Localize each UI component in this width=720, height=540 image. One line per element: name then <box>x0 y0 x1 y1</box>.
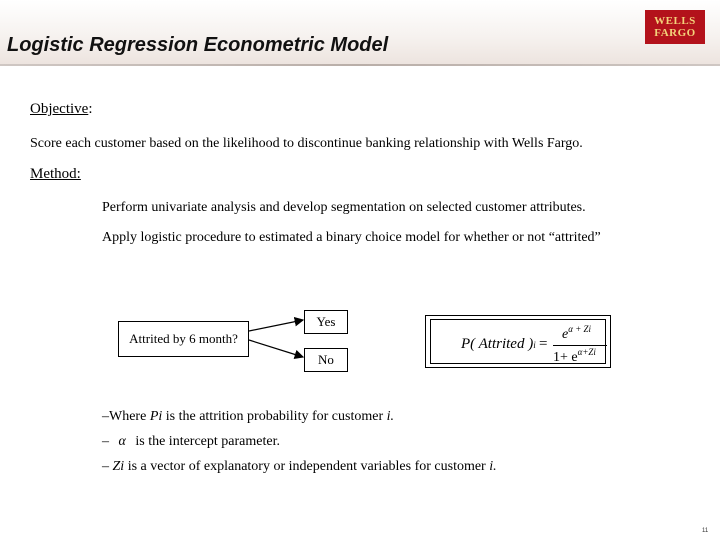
method-heading: Method: <box>30 166 81 182</box>
formula-equals: = <box>539 336 548 352</box>
formula-inner-frame <box>430 319 606 364</box>
note-2-alpha: α <box>118 434 126 449</box>
formula-denominator: $1+ e^{\alpha+Zi}$ <box>553 347 596 365</box>
note-1-var2: i. <box>386 409 394 424</box>
formula-numerator: $e^{\alpha + Zi}$ <box>562 324 592 342</box>
objective-heading: Objective <box>30 101 89 117</box>
slide-title: Logistic Regression Econometric Model <box>7 34 389 56</box>
note-1-var: Pi <box>149 409 163 424</box>
formula-lhs: P( Attrited )i <box>461 336 536 352</box>
note-line-3: – Zi is a vector of explanatory or independent variables for customer i. <box>102 459 497 474</box>
method-line-1: Perform univariate analysis and develop segmentation on selected customer attributes. <box>102 200 586 215</box>
formula-lhs-subscript: i <box>533 340 536 350</box>
note-3-var2: i. <box>489 459 497 474</box>
page-number: 11 <box>702 528 709 534</box>
objective-colon: : <box>88 101 93 117</box>
arrow-to-yes <box>249 320 303 331</box>
objective-text: Score each customer based on the likelihood to discontinue banking relationship with Wells Fargo. <box>30 136 583 151</box>
note-3-var: Zi <box>112 459 125 474</box>
note-line-2: – α is the intercept parameter. <box>102 434 280 449</box>
question-box <box>118 321 249 357</box>
no-label: No <box>318 352 334 367</box>
formula-numerator-exponent: α + Zi <box>568 324 592 334</box>
logo-line-1: WELLS <box>654 15 696 27</box>
yes-box <box>304 310 348 334</box>
formula-fraction-bar <box>553 345 607 346</box>
no-box <box>304 348 348 372</box>
logo-line-2: FARGO <box>654 27 696 39</box>
method-line-2: Apply logistic procedure to estimated a binary choice model for whether or not “attrited” <box>102 230 601 245</box>
formula-box <box>425 315 611 368</box>
question-label: Attrited by 6 month? <box>129 331 238 346</box>
note-line-1: –Where Pi is the attrition probability for customer i. <box>102 409 394 424</box>
formula-denominator-exponent: α+Zi <box>577 347 596 357</box>
yes-label: Yes <box>316 314 336 329</box>
arrow-to-no <box>249 340 303 357</box>
